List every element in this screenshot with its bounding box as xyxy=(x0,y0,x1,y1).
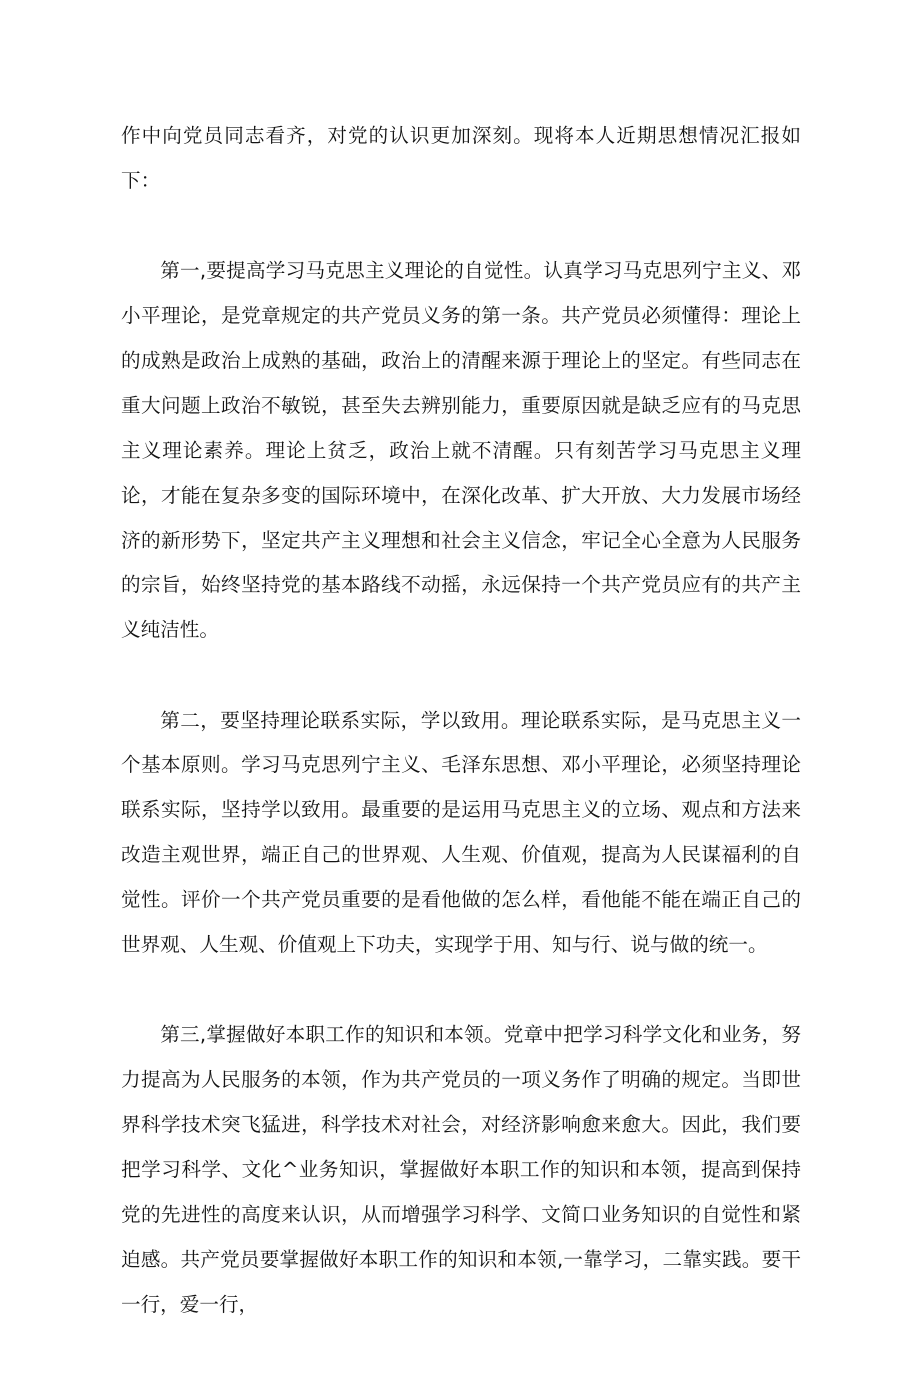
paragraph-second-point: 第二，要坚持理论联系实际，学以致用。理论联系实际，是马克思主义一个基本原则。学习马克思列宁主义、毛泽东思想、邓小平理论，必须坚持理论联系实际，坚持学以致用。最重要的是运用马克思主义的立场、观点和方法来改造主观世界，端正自己的世界观、人生观、价值观，提高为人民谋福利的自觉性。评价一个共产党员重要的是看他做的怎么样，看他能不能在端正自己的世界观、人生观、价值观上下功夫，实现学于用、知与行、说与做的统一。 xyxy=(121,708,801,957)
paragraph-intro-continuation: 作中向党员同志看齐，对党的认识更加深刻。现将本人近期思想情况汇报如下： xyxy=(121,124,801,192)
paragraph-first-point: 第一,要提高学习马克思主义理论的自觉性。认真学习马克思列宁主义、邓小平理论，是党章规定的共产党员义务的第一条。共产党员必须懂得：理论上的成熟是政治上成熟的基础，政治上的清醒来源于理论上的坚定。有些同志在重大问题上政治不敏锐，甚至失去辨别能力，重要原因就是缺乏应有的马克思主义理论素养。理论上贫乏，政治上就不清醒。只有刻苦学习马克思主义理论，才能在复杂多变的国际环境中，在深化改革、扩大开放、大力发展市场经济的新形势下，坚定共产主义理想和社会主义信念，牢记全心全意为人民服务的宗旨，始终坚持党的基本路线不动摇，永远保持一个共产党员应有的共产主义纯洁性。 xyxy=(121,259,801,642)
document-body xyxy=(121,114,801,1373)
paragraph-third-point: 第三,掌握做好本职工作的知识和本领。党章中把学习科学文化和业务，努力提高为人民服务的本领，作为共产党员的一项义务作了明确的规定。当即世界科学技术突飞猛进，科学技术对社会，对经济影响愈来愈大。因此，我们要把学习科学、文化^业务知识，掌握做好本职工作的知识和本领，提高到保持党的先进性的高度来认识，从而增强学习科学、文简口业务知识的自觉性和紧迫感。共产党员要掌握做好本职工作的知识和本领,一靠学习，二靠实践。要干一行，爱一行， xyxy=(121,1023,801,1316)
